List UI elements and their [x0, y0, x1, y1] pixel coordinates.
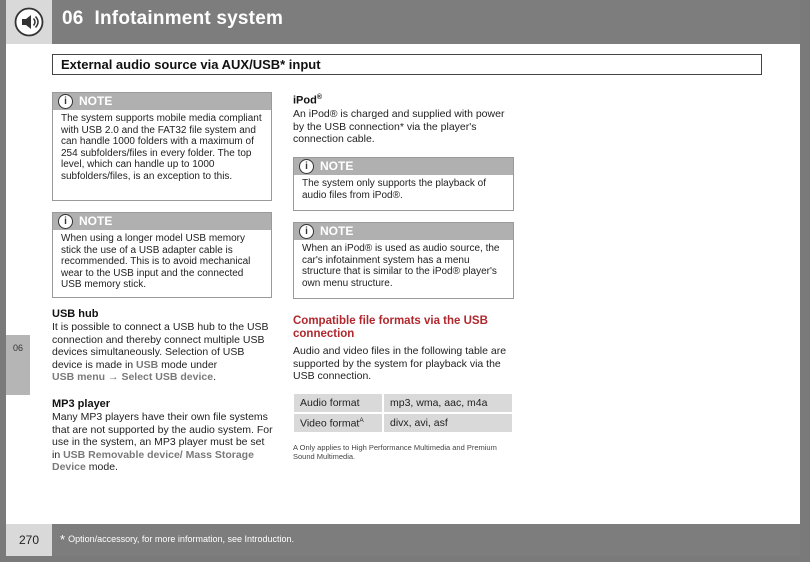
speaker-icon	[14, 7, 44, 37]
note-box-usb-adapter	[52, 212, 272, 298]
note-text: The system supports mobile media compliant with USB 2.0 and the FAT32 file system and can handle 1000 folders with a maximum of 254 subfolders/files in every folder. The top level, which can handle up to 1000 subfolders/files, is an exception to this.	[61, 113, 262, 182]
table-row	[294, 414, 512, 432]
note-label: NOTE	[320, 224, 354, 238]
page-footer	[6, 524, 800, 556]
format-value-cell: mp3, wma, aac, m4a	[384, 394, 512, 412]
note-box-ipod-playback	[293, 157, 514, 211]
chapter-side-tab: 06	[6, 335, 30, 395]
select-usb-device-link[interactable]: Select USB device	[121, 371, 214, 384]
ipod-heading: iPod®	[293, 94, 323, 107]
note-box-usb-support	[52, 92, 272, 201]
header-icon-box	[6, 0, 52, 44]
asterisk-mark: *	[60, 532, 66, 547]
usb-menu-link[interactable]: USB menu	[52, 371, 106, 384]
ipod-text: An iPod® is charged and supplied with power by the USB connection* via the player's connection cable.	[293, 108, 505, 146]
format-label-cell: Video format$^A$	[294, 414, 382, 432]
note-header	[53, 93, 271, 110]
chapter-title: Infotainment system	[94, 8, 284, 29]
mp3-player-heading: MP3 player	[52, 398, 111, 410]
format-value-cell: divx, avi, asf	[384, 414, 512, 432]
note-header	[294, 223, 513, 240]
file-formats-intro: Audio and video files in the following table are supported by the system for playback via the USB connection.	[293, 345, 507, 383]
note-box-ipod-menu	[293, 222, 514, 299]
mp3-player-text: Many MP3 players have their own file systems that are not supported by the audio system. For use in the system, an MP3 player must be set in USB Removable device/ Mass Storage Device mode.	[52, 411, 273, 474]
usb-mode-link[interactable]: USB	[136, 358, 159, 371]
usb-hub-heading: USB hub	[52, 308, 99, 320]
file-formats-heading: Compatible file formats via the USB connection	[293, 315, 488, 340]
registered-mark: ®	[316, 94, 323, 101]
page-number: 270	[6, 524, 52, 556]
footnote-marker: A	[359, 416, 364, 424]
info-icon: i	[58, 214, 73, 229]
section-title: External audio source via AUX/USB* input	[52, 54, 762, 75]
arrow-right-icon: →	[108, 371, 119, 384]
info-icon: i	[58, 94, 73, 109]
page-header	[6, 0, 800, 44]
chapter-number: 06	[62, 8, 84, 29]
footer-note: * Option/accessory, for more information, see Introduction.	[60, 532, 294, 547]
info-icon: i	[299, 159, 314, 174]
table-row	[294, 394, 512, 412]
note-text: When using a longer model USB memory stick the use of a USB adapter cable is recommended. This is to avoid mechanical wear to the USB input and the connected USB memory stick.	[61, 233, 251, 291]
usb-removable-device-link[interactable]: USB Removable device/ Mass Storage Device	[52, 448, 254, 474]
file-formats-table	[292, 392, 514, 434]
info-icon: i	[299, 224, 314, 239]
note-label: NOTE	[320, 159, 354, 173]
usb-hub-text: It is possible to connect a USB hub to the USB connection and thereby connect multiple USB devices simultaneously. Selection of USB device is made in USB mode under USB menu → Select USB device.	[52, 321, 269, 384]
note-label: NOTE	[79, 94, 113, 108]
manual-page	[6, 0, 800, 556]
note-text: The system only supports the playback of audio files from iPod®.	[302, 178, 486, 201]
format-label-cell: Audio format	[294, 394, 382, 412]
page-title	[62, 8, 283, 30]
note-header	[53, 213, 271, 230]
note-text: When an iPod® is used as audio source, the car's infotainment system has a menu structure that is similar to the iPod® player's own menu structure.	[302, 243, 500, 289]
table-footnote: A Only applies to High Performance Multimedia and Premium Sound Multimedia.	[293, 443, 497, 461]
note-header	[294, 158, 513, 175]
note-label: NOTE	[79, 214, 113, 228]
